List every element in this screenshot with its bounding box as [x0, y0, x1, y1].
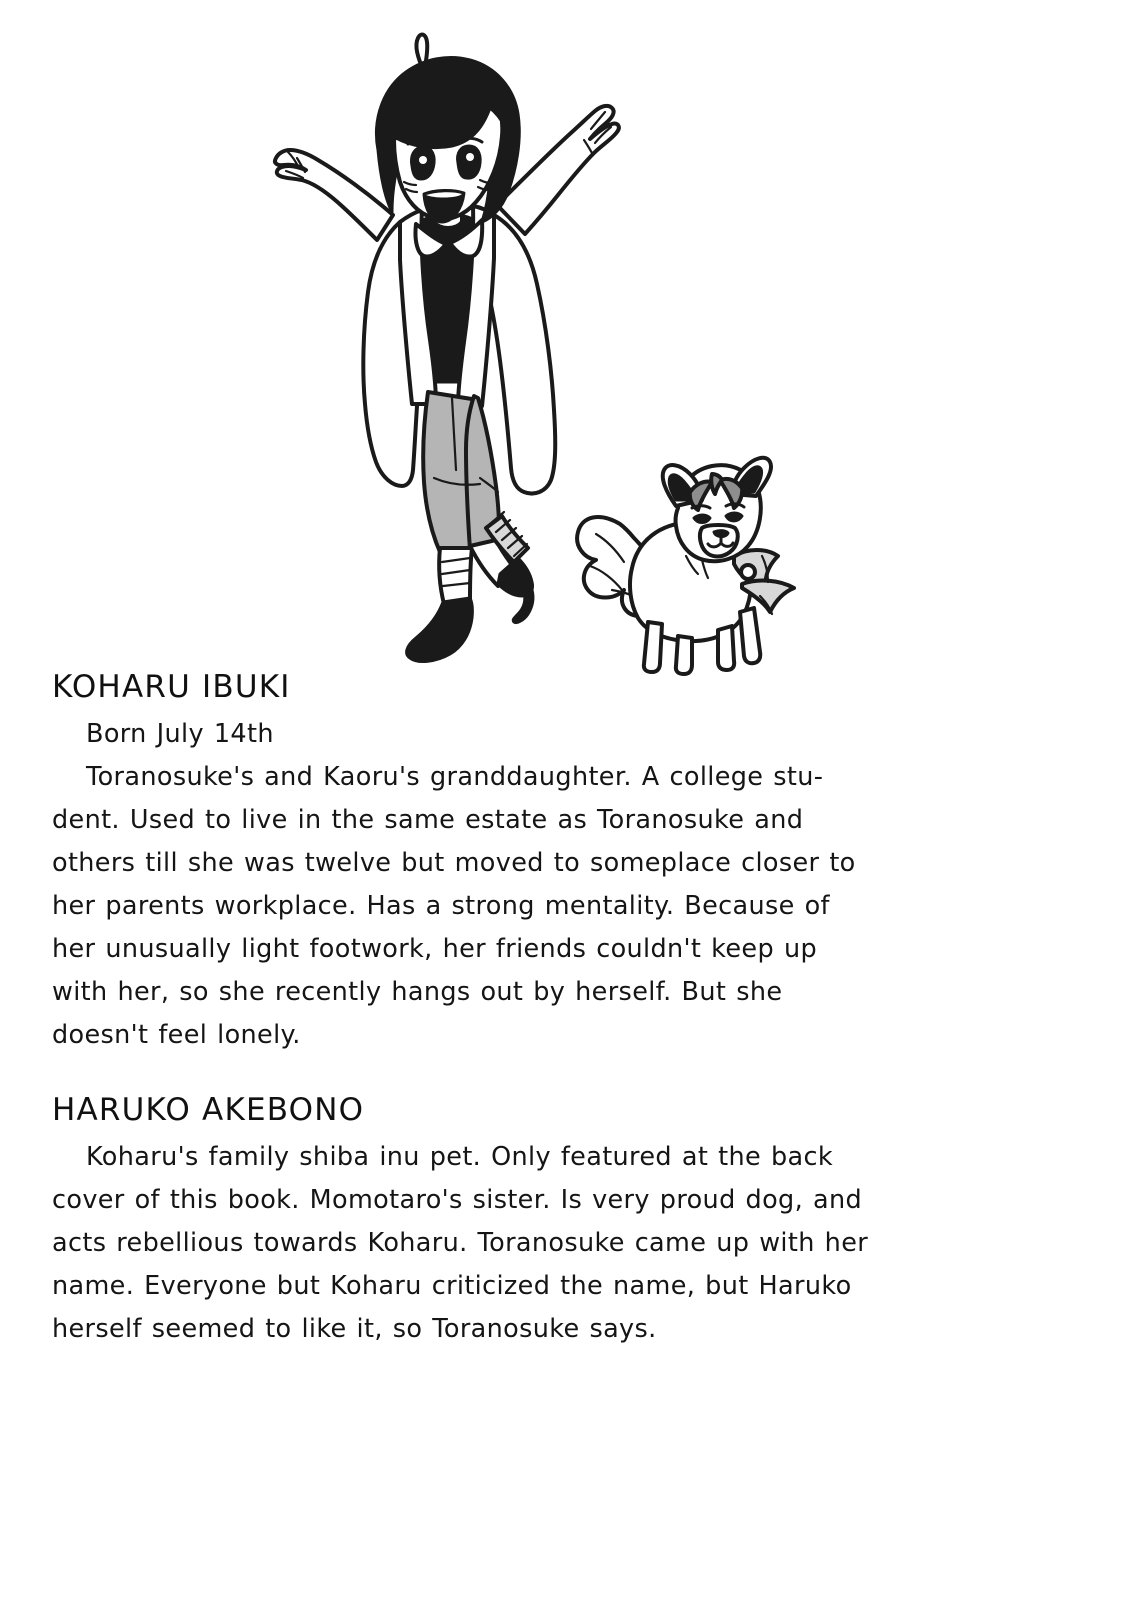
profile-line: cover of this book. Momotaro's sister. Is very proud dog, and — [52, 1184, 863, 1215]
profile-body-koharu — [52, 713, 1072, 1057]
profile-line: Toranosuke's and Kaoru's granddaughter. A college stu- — [86, 761, 824, 792]
character-profiles — [52, 668, 1072, 1385]
profile-line: with her, so she recently hangs out by herself. But she — [52, 976, 783, 1007]
profile-line: acts rebellious towards Koharu. Toranosuke came up with her — [52, 1227, 869, 1258]
profile-body-haruko — [52, 1136, 1072, 1351]
profile-title-haruko: HARUKO AKEBONO — [52, 1091, 365, 1128]
profile-title-koharu: KOHARU IBUKI — [52, 669, 291, 705]
profile-koharu-ibuki — [52, 668, 1072, 1057]
profile-line: herself seemed to like it, so Toranosuke says. — [52, 1313, 657, 1344]
profile-line: others till she was twelve but moved to someplace closer to — [52, 847, 856, 878]
profile-line: her unusually light footwork, her friends couldn't keep up — [52, 933, 818, 964]
koharu-and-haruko-illustration — [0, 0, 1125, 680]
profile-line: Born July 14th — [86, 718, 274, 749]
girl-koharu-figure — [275, 35, 619, 662]
profile-line: name. Everyone but Koharu criticized the name, but Haruko — [52, 1270, 852, 1301]
dog-haruko-figure — [577, 458, 794, 674]
profile-line: doesn't feel lonely. — [52, 1019, 301, 1050]
profile-haruko-akebono — [52, 1091, 1072, 1351]
profile-line: dent. Used to live in the same estate as Toranosuke and — [52, 804, 804, 835]
profile-line: Koharu's family shiba inu pet. Only featured at the back — [86, 1141, 833, 1172]
profile-line: her parents workplace. Has a strong mentality. Because of — [52, 890, 830, 921]
